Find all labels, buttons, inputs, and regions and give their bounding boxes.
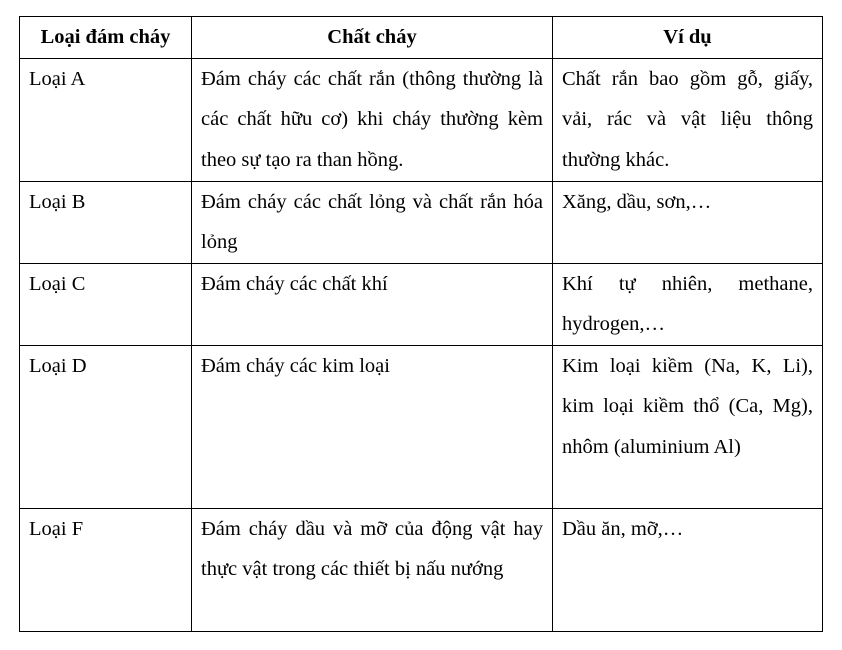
fire-type-cell: Loại D [20, 345, 192, 508]
header-row [20, 17, 823, 59]
table-row [20, 508, 823, 631]
example-cell: Chất rắn bao gồm gỗ, giấy, vải, rác và vật liệu thông thường khác. [553, 58, 823, 181]
table-row [20, 181, 823, 263]
fire-type-cell: Loại A [20, 58, 192, 181]
example-cell: Xăng, dầu, sơn,… [553, 181, 823, 263]
example-cell: Kim loại kiềm (Na, K, Li), kim loại kiềm thổ (Ca, Mg), nhôm (aluminium Al) [553, 345, 823, 508]
header-fire-type: Loại đám cháy [20, 17, 192, 59]
example-cell: Khí tự nhiên, methane, hydrogen,… [553, 263, 823, 345]
substance-cell: Đám cháy các chất khí [192, 263, 553, 345]
fire-classification-table [19, 16, 823, 632]
fire-type-cell: Loại B [20, 181, 192, 263]
substance-cell: Đám cháy các kim loại [192, 345, 553, 508]
table-row [20, 58, 823, 181]
table-row [20, 345, 823, 508]
table-row [20, 263, 823, 345]
example-cell: Dầu ăn, mỡ,… [553, 508, 823, 631]
substance-cell: Đám cháy các chất lỏng và chất rắn hóa lỏng [192, 181, 553, 263]
fire-type-cell: Loại C [20, 263, 192, 345]
header-example: Ví dụ [553, 17, 823, 59]
fire-type-cell: Loại F [20, 508, 192, 631]
substance-cell: Đám cháy dầu và mỡ của động vật hay thực vật trong các thiết bị nấu nướng [192, 508, 553, 631]
substance-cell: Đám cháy các chất rắn (thông thường là các chất hữu cơ) khi cháy thường kèm theo sự tạo ra than hồng. [192, 58, 553, 181]
header-substance: Chất cháy [192, 17, 553, 59]
